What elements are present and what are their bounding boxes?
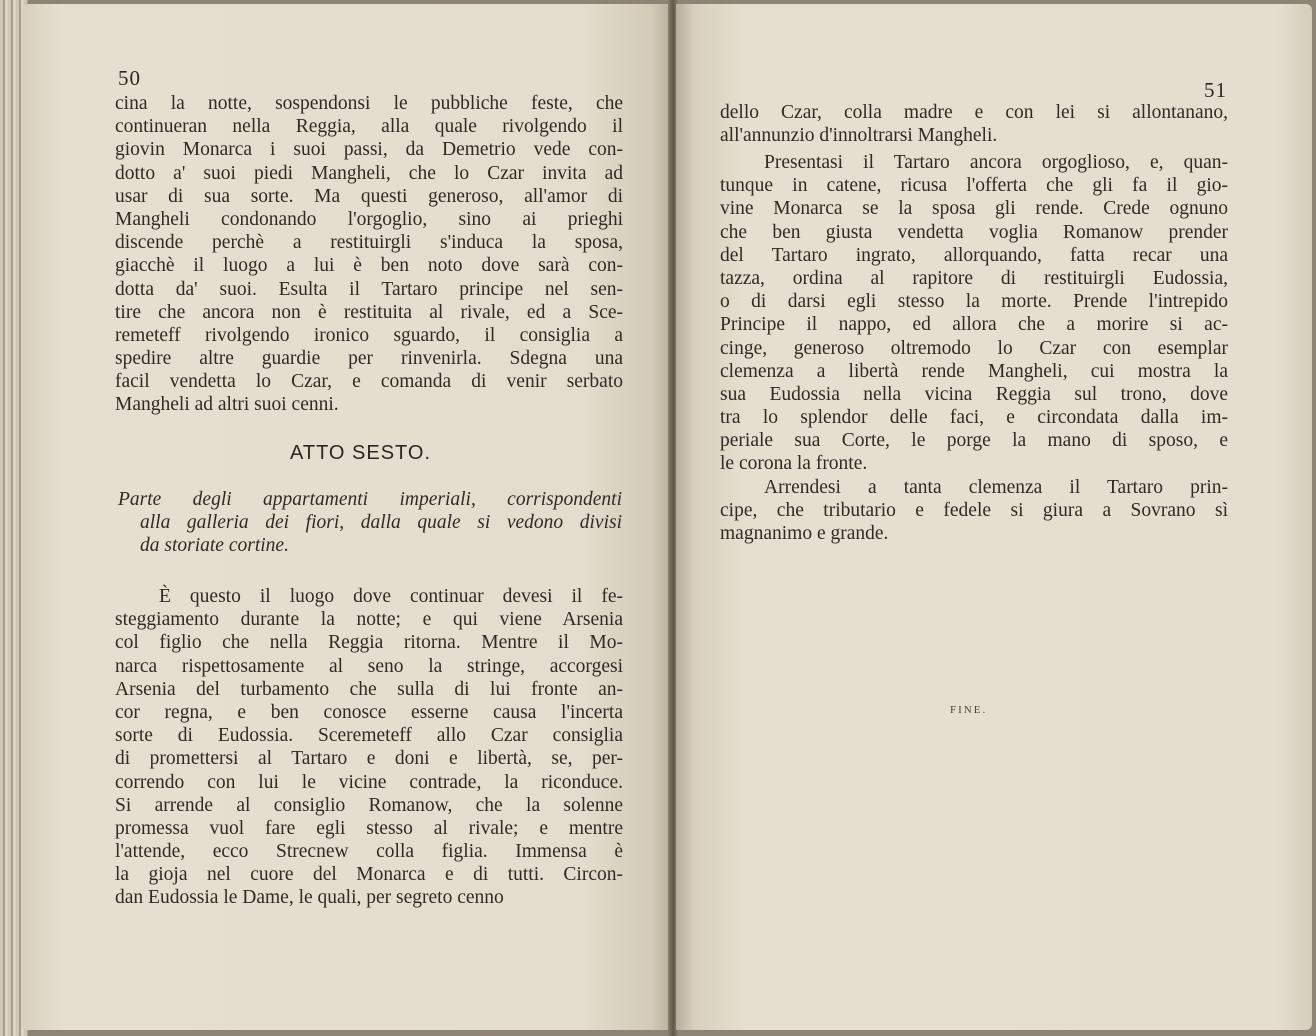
right-paragraph-2-line: tunque in catene, ricusa l'offerta che gli fa il gio- bbox=[720, 175, 1228, 197]
left-paragraph-1-line: giovin Monarca i suoi passi, da Demetrio vede con- bbox=[115, 139, 623, 161]
left-paragraph-1-line: dotta da' suoi. Esulta il Tartaro principe nel sen- bbox=[115, 278, 623, 300]
left-paragraph-2-line: cor regna, e ben conosce esserne causa l'incerta bbox=[115, 701, 623, 723]
right-paragraph-2-line: Principe il nappo, ed allora che a morire si ac- bbox=[720, 314, 1228, 336]
left-paragraph-1-line: giacchè il luogo a lui è ben noto dove sarà con- bbox=[115, 255, 623, 277]
left-paragraph-2-line: promessa vuol fare egli stesso al rivale; e mentre bbox=[115, 817, 623, 839]
left-paragraph-2-line: sorte di Eudossia. Sceremeteff allo Czar consiglia bbox=[115, 725, 623, 747]
left-paragraph-2-line: steggiamento durante la notte; e qui viene Arsenia bbox=[115, 609, 623, 631]
left-paragraph-2-line: Si arrende al consiglio Romanow, che la solenne bbox=[115, 794, 623, 816]
right-paragraph-2-line: sua Eudossia nella vicina Reggia sul trono, dove bbox=[720, 383, 1228, 405]
right-paragraph-2-line: periale sua Corte, le porge la mano di sposo, e bbox=[720, 430, 1228, 452]
left-paragraph-1-line: Mangheli ad altri suoi cenni. bbox=[115, 394, 339, 416]
left-paragraph-2-line: È questo il luogo dove continuar devesi il fe- bbox=[159, 586, 623, 607]
right-paragraph-1-line: dello Czar, colla madre e con lei si allontanano, bbox=[720, 102, 1228, 123]
right-paragraph-2-line: tazza, ordina al rapitore di restituirgli Eudossia, bbox=[720, 267, 1228, 289]
left-paragraph-1 bbox=[115, 92, 623, 417]
left-paragraph-1-line: usar di sua sorte. Ma questi generoso, all'amor di bbox=[115, 185, 623, 207]
right-page bbox=[676, 4, 1312, 1030]
right-paragraph-2-line: che ben giusta vendetta voglia Romanow prender bbox=[720, 221, 1228, 243]
left-paragraph-2-line: l'attende, ecco Strecnew colla figlia. Immensa è bbox=[115, 841, 623, 863]
left-paragraph-1-line: continueran nella Reggia, alla quale rivolgendo il bbox=[115, 116, 623, 138]
left-paragraph-2-line: col figlio che nella Reggia ritorna. Mentre il Mo- bbox=[115, 632, 623, 654]
right-paragraph-2-line: vine Monarca se la sposa gli rende. Crede ognuno bbox=[720, 198, 1228, 220]
left-paragraph-2-line: la gioja nel cuore del Monarca e di tutti. Circon- bbox=[115, 864, 623, 886]
left-paragraph-2-line: Arsenia del turbamento che sulla di lui fronte an- bbox=[115, 678, 623, 700]
stage-direction-line: da storiate cortine. bbox=[140, 535, 289, 557]
stage-direction-line: Parte degli appartamenti imperiali, corrispondenti bbox=[118, 489, 622, 510]
right-paragraph-2-line: cinge, generoso oltremodo lo Czar con esemplar bbox=[720, 337, 1228, 359]
stage-direction-line: alla galleria dei fiori, dalla quale si vedono divisi bbox=[140, 512, 622, 534]
left-paragraph-1-line: Mangheli condonando l'orgoglio, sino ai prieghi bbox=[115, 208, 623, 230]
left-paragraph-2 bbox=[115, 585, 623, 910]
act-heading: ATTO SESTO. bbox=[290, 442, 432, 464]
page-number-left: 50 bbox=[118, 66, 141, 90]
right-paragraph-3-line: cipe, che tributario e fedele si giura a Sovrano sì bbox=[720, 500, 1228, 522]
right-paragraph-2-line: Presentasi il Tartaro ancora orgoglioso, e, quan- bbox=[764, 152, 1228, 173]
stage-direction bbox=[118, 488, 622, 558]
left-paragraph-1-line: dotto a' suoi piedi Mangheli, che lo Czar invita ad bbox=[115, 162, 623, 184]
right-paragraph-2-line: tra lo splendor delle faci, e circondata dalla im- bbox=[720, 407, 1228, 429]
right-paragraph-2-line: le corona la fronte. bbox=[720, 453, 868, 475]
left-paragraph-2-line: narca rispettosamente al seno la stringe, accorgesi bbox=[115, 655, 623, 677]
right-paragraph-3 bbox=[720, 476, 1228, 546]
left-paragraph-2-line: correndo con lui le vicine contrade, la riconduce. bbox=[115, 771, 623, 793]
fine-label: FINE. bbox=[950, 704, 988, 716]
page-number-right: 51 bbox=[1204, 78, 1227, 102]
left-paragraph-1-line: remeteff rivolgendo ironico sguardo, il consiglia a bbox=[115, 324, 623, 346]
left-paragraph-1-line: tire che ancora non è restituita al rivale, ed a Sce- bbox=[115, 301, 623, 323]
left-paragraph-2-line: dan Eudossia le Dame, le quali, per segreto cenno bbox=[115, 887, 504, 909]
left-page bbox=[22, 4, 670, 1030]
left-paragraph-1-line: discende perchè a restituirgli s'induca la sposa, bbox=[115, 232, 623, 254]
left-paragraph-1-line: spedire altre guardie per rinvenirla. Sdegna una bbox=[115, 348, 623, 370]
right-paragraph-1-line: all'annunzio d'innoltrarsi Mangheli. bbox=[720, 125, 998, 147]
right-paragraph-1 bbox=[720, 101, 1228, 147]
right-paragraph-2-line: clemenza a libertà rende Mangheli, cui mostra la bbox=[720, 360, 1228, 382]
right-paragraph-2-line: del Tartaro ingrato, allorquando, fatta recar una bbox=[720, 244, 1228, 266]
right-paragraph-3-line: Arrendesi a tanta clemenza il Tartaro prin- bbox=[764, 477, 1228, 498]
left-paragraph-1-line: cina la notte, sospendonsi le pubbliche feste, che bbox=[115, 93, 623, 114]
right-paragraph-3-line: magnanimo e grande. bbox=[720, 523, 889, 545]
left-paragraph-1-line: facil vendetta lo Czar, e comanda di venir serbato bbox=[115, 371, 623, 393]
right-paragraph-2-line: o di darsi egli stesso la morte. Prende l'intrepido bbox=[720, 291, 1228, 313]
left-paragraph-2-line: di promettersi al Tartaro e doni e libertà, se, per- bbox=[115, 748, 623, 770]
right-paragraph-2 bbox=[720, 151, 1228, 476]
